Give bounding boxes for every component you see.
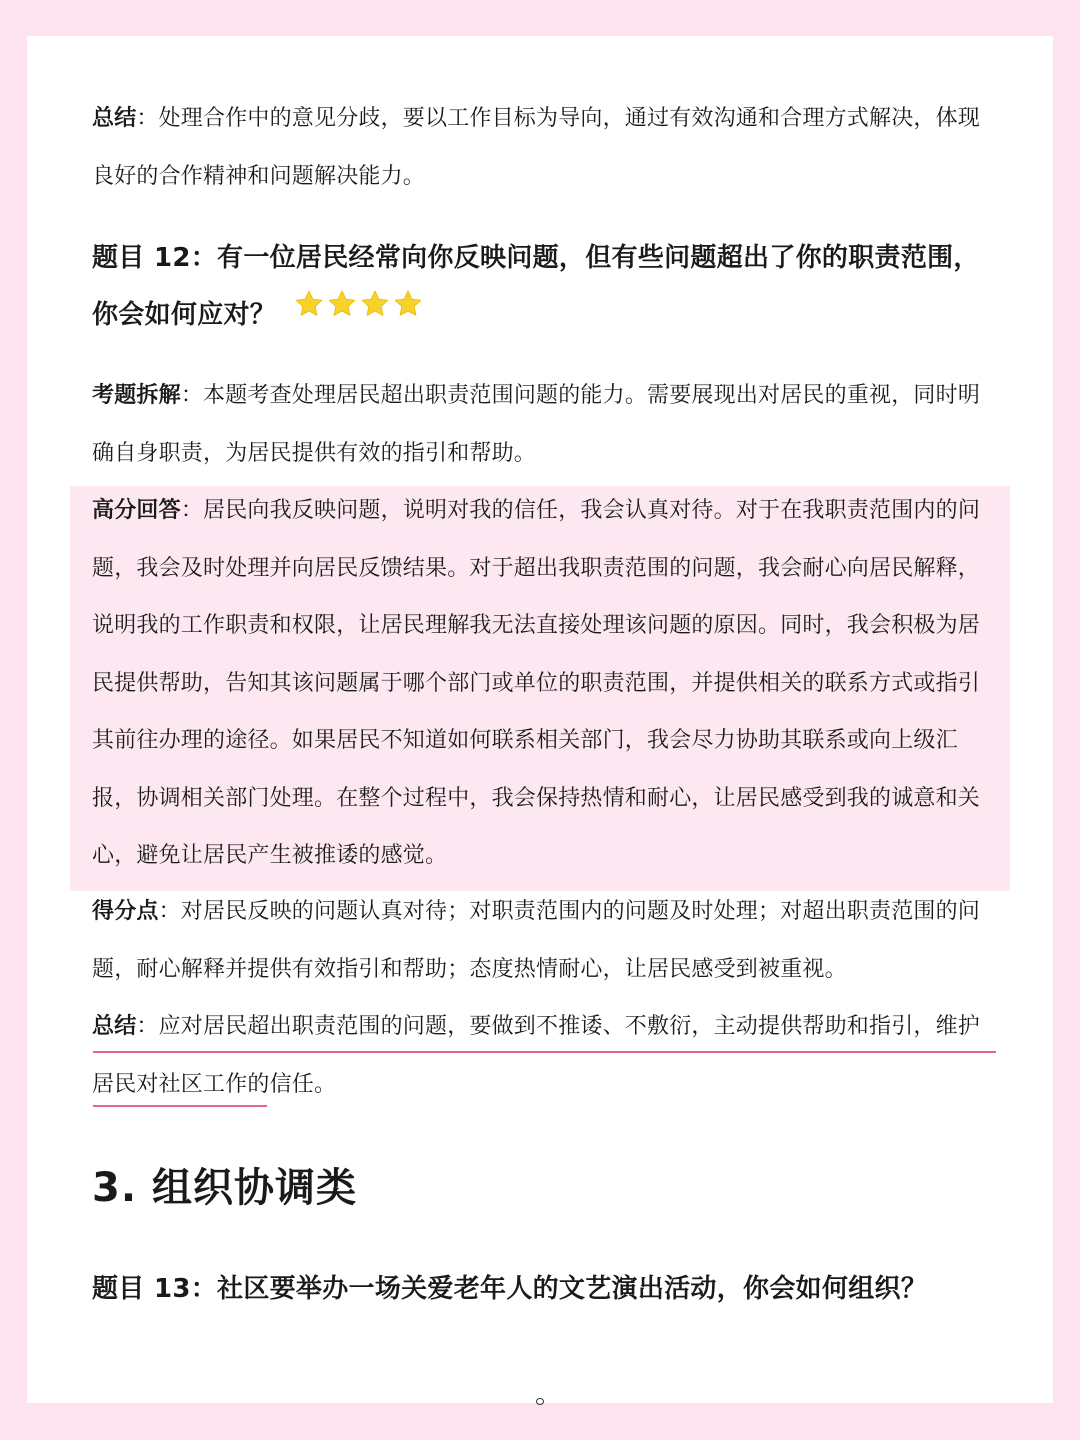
analysis-paragraph: [92, 367, 990, 482]
points-text: ：对居民反映的问题认真对待；对职责范围内的问题及时处理；对超出职责范围的问题，耐心解释并提供有效指引和帮助；态度热情耐心，让居民感受到被重视。: [92, 899, 981, 982]
analysis-text: ：本题考查处理居民超出职责范围问题的能力。需要展现出对居民的重视，同时明确自身职责，为居民提供有效的指引和帮助。: [92, 383, 981, 466]
star-icon: [294, 289, 324, 319]
question-12-text: 题目 12：有一位居民经常向你反映问题，但有些问题超出了你的职责范围，你会如何应对？: [92, 243, 980, 330]
question-13-text: 题目 13：社区要举办一场关爱老年人的文艺演出活动，你会如何组织？: [92, 1274, 928, 1304]
page-dot-mark: [536, 1398, 544, 1405]
star-icon: [360, 289, 390, 319]
question-13-title: [92, 1261, 992, 1318]
summary-paragraph: [92, 998, 990, 1113]
previous-summary-paragraph: [92, 90, 990, 205]
points-label: 得分点: [92, 899, 159, 924]
question-12-title: [92, 230, 992, 344]
summary-label: 总结: [92, 106, 137, 131]
summary-text: ：处理合作中的意见分歧，要以工作目标为导向，通过有效沟通和合理方式解决，体现良好的合作精神和问题解决能力。: [92, 106, 981, 189]
section-title: 3. 组织协调类: [92, 1165, 357, 1211]
summary-underline-line-1: [93, 1051, 996, 1053]
summary-underline-line-2: [93, 1105, 267, 1107]
summary-12-text: ：应对居民超出职责范围的问题，要做到不推诿、不敷衍，主动提供帮助和指引，维护居民对社区工作的信任。: [92, 1014, 981, 1097]
difficulty-rating: [294, 283, 426, 340]
answer-label: 高分回答: [92, 498, 181, 523]
high-score-answer-paragraph: [92, 482, 990, 885]
star-icon: [393, 289, 423, 319]
star-icon: [327, 289, 357, 319]
document-page: [27, 36, 1053, 1403]
answer-text: ：居民向我反映问题，说明对我的信任，我会认真对待。对于在我职责范围内的问题，我会及时处理并向居民反馈结果。对于超出我职责范围的问题，我会耐心向居民解释，说明我的工作职责和权限，让居民理解我无法直接处理该问题的原因。同时，我会积极为居民提供帮助，告知其该问题属于哪个部门或单位的职责范围，并提供相关的联系方式或指引其前往办理的途径。如果居民不知道如何联系相关部门，我会尽力协助其联系或向上级汇报，协调相关部门处理。在整个过程中，我会保持热情和耐心，让居民感受到我的诚意和关心，避免让居民产生被推诿的感觉。: [92, 498, 981, 868]
analysis-label: 考题拆解: [92, 383, 181, 408]
scoring-points-paragraph: [92, 883, 990, 998]
summary-12-label: 总结: [92, 1014, 137, 1039]
